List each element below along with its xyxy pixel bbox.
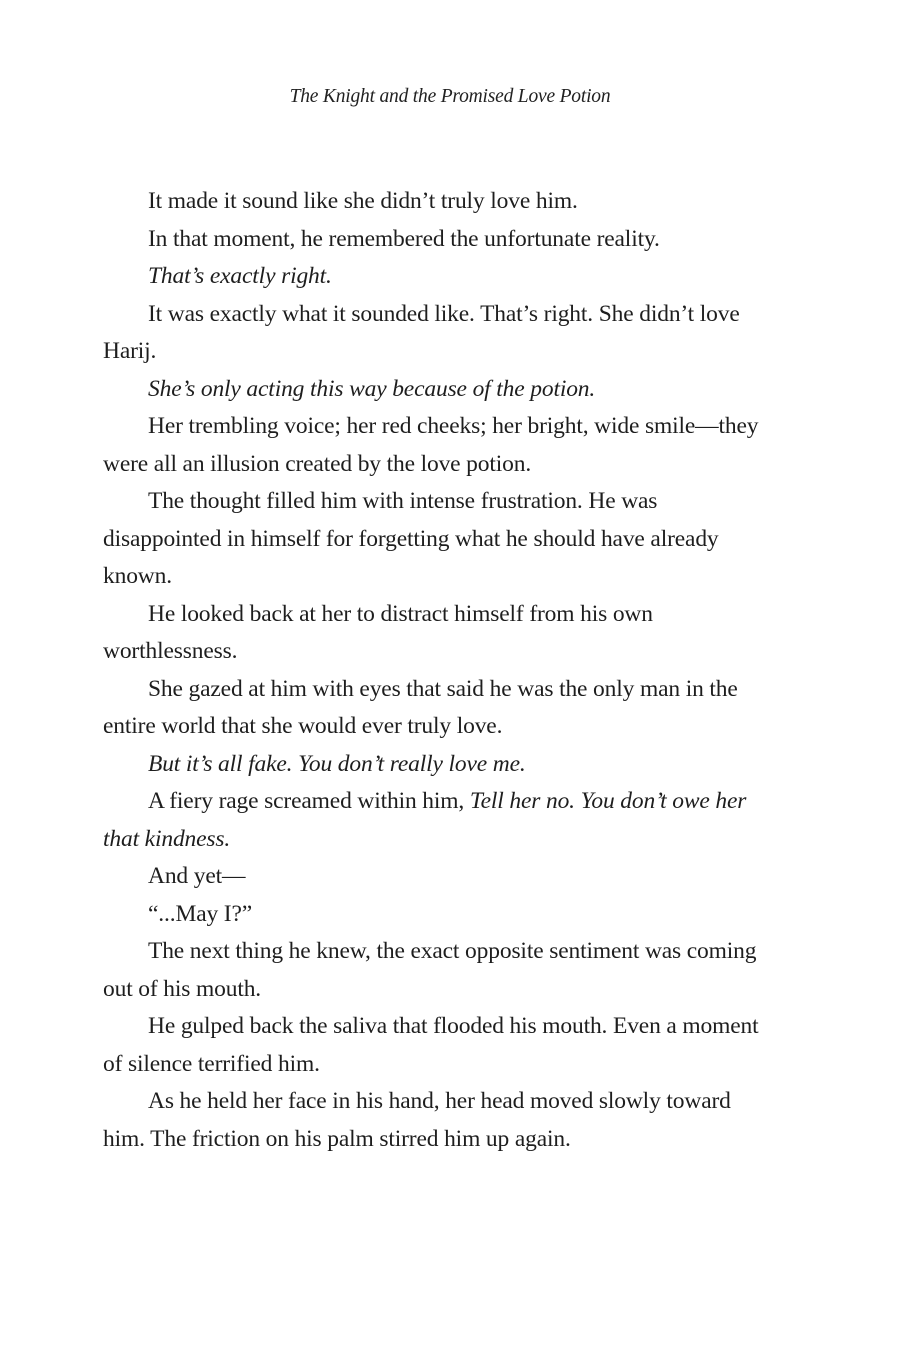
running-header-title: The Knight and the Promised Love Potion	[289, 86, 611, 107]
paragraph: Her trembling voice; her red cheeks; her bright, wide smile—they were all an illusion created by the love potion.	[103, 413, 759, 477]
paragraph-text: A fiery rage screamed within him,	[148, 788, 470, 814]
italic-thought: But it’s all fake. You don’t really love me.	[148, 750, 526, 777]
paragraph: He looked back at her to distract himself from his own worthlessness.	[103, 600, 653, 664]
paragraph: The next thing he knew, the exact opposite sentiment was coming out of his mouth.	[103, 938, 757, 1002]
paragraph: It was exactly what it sounded like. That’s right. She didn’t love Harij.	[103, 300, 740, 364]
paragraph: As he held her face in his hand, her head moved slowly toward him. The friction on his palm stirred him up again.	[103, 1088, 731, 1152]
italic-thought-inline: Tell her no. You don’t owe her that kindness.	[103, 788, 747, 852]
paragraph: And yet—	[148, 863, 246, 889]
paragraph: It made it sound like she didn’t truly love him.	[148, 188, 578, 214]
dialogue-line: “...May I?”	[148, 900, 253, 927]
italic-thought: That’s exactly right.	[148, 263, 332, 289]
body-text	[103, 183, 763, 1158]
paragraph-mixed	[103, 783, 763, 858]
italic-thought: She’s only acting this way because of the potion.	[148, 375, 596, 402]
paragraph: The thought filled him with intense frustration. He was disappointed in himself for forgetting what he should have already known.	[103, 488, 719, 589]
paragraph: He gulped back the saliva that flooded his mouth. Even a moment of silence terrified him.	[103, 1013, 759, 1077]
paragraph: She gazed at him with eyes that said he was the only man in the entire world that she would ever truly love.	[103, 675, 738, 739]
paragraph: In that moment, he remembered the unfortunate reality.	[148, 225, 660, 252]
